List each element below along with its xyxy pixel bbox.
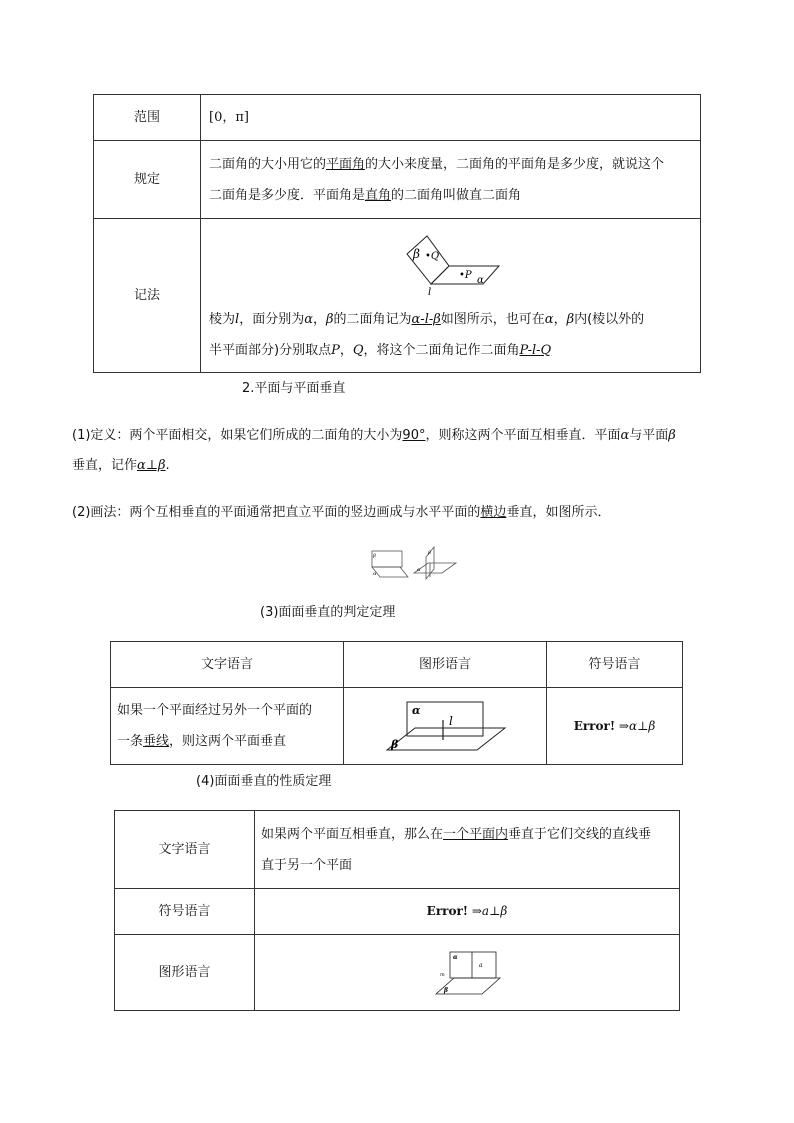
fig-edge-label: l (428, 286, 432, 296)
section-heading-perpendicular-planes: 2.平面与平面垂直 (242, 381, 346, 396)
fig-beta-label: β (413, 246, 420, 261)
fig-point-q: •Q (425, 250, 440, 262)
label-text-language: 文字语言 (115, 811, 255, 889)
fig-beta: β (444, 986, 448, 994)
fig-alpha: α (453, 953, 458, 961)
dihedral-angle-figure (405, 232, 505, 296)
property-theorem-title: (4)面面垂直的性质定理 (196, 774, 332, 789)
fig-point-p: •P (459, 269, 472, 281)
judgement-theorem-table (110, 641, 683, 765)
row-label-range: 范围 (94, 95, 201, 141)
dihedral-angle-table (93, 94, 701, 373)
fig-alpha-label: α (477, 274, 484, 286)
judgement-figure (383, 698, 507, 754)
row-label-rule: 规定 (94, 141, 201, 219)
judgement-text: 如果一个平面经过另外一个平面的 一条垂线，则这两个平面垂直 (111, 688, 344, 765)
property-text: 如果两个平面互相垂直，那么在一个平面内垂直于它们交线的直线垂 直于另一个平面 (255, 811, 680, 889)
notation-text-line2: 半平面部分)分别取点P，Q，将这个二面角记作二面角P-l-Q (209, 342, 552, 358)
fig-alpha: α (412, 704, 421, 717)
header-figure-language: 图形语言 (344, 642, 547, 688)
property-figure (432, 948, 502, 998)
judgement-figure-cell (344, 688, 547, 765)
fig-m: m (440, 971, 445, 978)
judgement-symbol: Error! ⇒α⊥β (547, 688, 683, 765)
row-label-notation: 记法 (94, 219, 201, 373)
label-figure-language: 图形语言 (115, 935, 255, 1011)
property-theorem-table (114, 810, 680, 1011)
fig2-alpha: α (417, 567, 421, 573)
fig2-beta: β (428, 550, 431, 556)
fig1-alpha: α (373, 571, 377, 577)
definition-line2: 垂直，记作α⊥β. (72, 458, 170, 473)
notation-cell (201, 219, 701, 373)
fig1-beta: β (373, 553, 376, 559)
range-value: [0，π] (201, 95, 701, 141)
rule-text: 二面角的大小用它的平面角的大小来度量，二面角的平面角是多少度，就说这个 二面角是多少度．平面角是直角的二面角叫做直二面角 (201, 141, 701, 219)
property-symbol: Error! ⇒a⊥β (255, 889, 680, 935)
notation-text-line1: 棱为l，面分别为α，β的二面角记为α-l-β如图所示，也可在α，β内(棱以外的 (209, 311, 645, 327)
drawing-method-line: (2)画法：两个互相垂直的平面通常把直立平面的竖边画成与水平平面的横边垂直，如图所示． (72, 505, 611, 520)
definition-line1: (1)定义：两个平面相交，如果它们所成的二面角的大小为90°，则称这两个平面互相垂直．平面α与平面β (72, 428, 676, 443)
header-symbol-language: 符号语言 (547, 642, 683, 688)
perpendicular-planes-figure (364, 543, 460, 581)
fig-a: a (479, 961, 483, 969)
label-symbol-language: 符号语言 (115, 889, 255, 935)
property-figure-cell (255, 935, 680, 1011)
fig-beta: β (391, 738, 399, 751)
fig-l: l (449, 714, 453, 728)
judgement-theorem-title: (3)面面垂直的判定定理 (260, 605, 396, 620)
header-text-language: 文字语言 (111, 642, 344, 688)
